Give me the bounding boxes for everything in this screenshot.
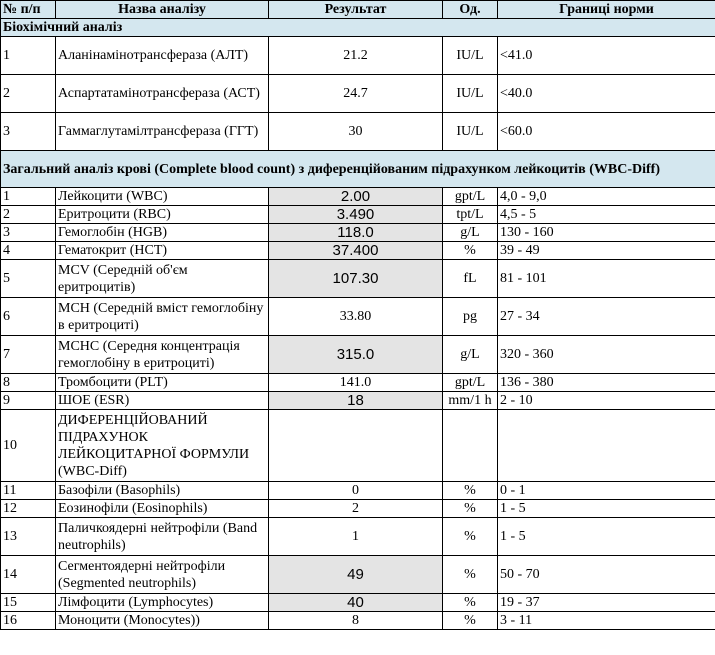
reference-range: <41.0 [498, 37, 715, 75]
test-unit: % [443, 556, 498, 594]
test-unit: gpt/L [443, 374, 498, 392]
table-row [1, 392, 715, 410]
reference-range: <40.0 [498, 75, 715, 113]
row-number: 11 [1, 482, 56, 500]
test-unit: gpt/L [443, 188, 498, 206]
test-result: 30 [269, 113, 443, 151]
test-name: ШОЕ (ESR) [56, 392, 269, 410]
test-result: 1 [269, 518, 443, 556]
reference-range [498, 410, 715, 482]
row-number: 2 [1, 75, 56, 113]
test-name: Моноцити (Monocytes)) [56, 612, 269, 630]
reference-range: 27 - 34 [498, 298, 715, 336]
table-row [1, 224, 715, 242]
header-result: Результат [269, 1, 443, 19]
reference-range: 0 - 1 [498, 482, 715, 500]
test-unit: fL [443, 260, 498, 298]
test-result: 21.2 [269, 37, 443, 75]
row-number: 3 [1, 224, 56, 242]
section-title: Загальний аналіз крові (Complete blood count) з диференційованим підрахунком лейкоцитів (WBC-Diff) [1, 151, 715, 188]
test-unit: g/L [443, 336, 498, 374]
table-row [1, 75, 715, 113]
table-row [1, 594, 715, 612]
test-unit: % [443, 500, 498, 518]
test-unit: IU/L [443, 113, 498, 151]
reference-range: 130 - 160 [498, 224, 715, 242]
table-row [1, 518, 715, 556]
table-row [1, 113, 715, 151]
reference-range: 1 - 5 [498, 518, 715, 556]
row-number: 12 [1, 500, 56, 518]
test-result: 118.0 [269, 224, 443, 242]
test-result [269, 410, 443, 482]
row-number: 10 [1, 410, 56, 482]
header-reference-range: Границі норми [498, 1, 715, 19]
test-result: 49 [269, 556, 443, 594]
test-name: Аспартатамінотрансфераза (АСТ) [56, 75, 269, 113]
test-result: 0 [269, 482, 443, 500]
table-row [1, 336, 715, 374]
table-row [1, 374, 715, 392]
row-number: 5 [1, 260, 56, 298]
reference-range: 81 - 101 [498, 260, 715, 298]
test-unit: % [443, 594, 498, 612]
row-number: 4 [1, 242, 56, 260]
table-row [1, 188, 715, 206]
test-name: Гаммаглутамілтрансфераза (ГГТ) [56, 113, 269, 151]
row-number: 8 [1, 374, 56, 392]
reference-range: 4,5 - 5 [498, 206, 715, 224]
row-number: 15 [1, 594, 56, 612]
test-result: 2 [269, 500, 443, 518]
reference-range: 136 - 380 [498, 374, 715, 392]
test-unit [443, 410, 498, 482]
reference-range: <60.0 [498, 113, 715, 151]
test-result: 141.0 [269, 374, 443, 392]
test-name: Паличкоядерні нейтрофіли (Band neutrophils) [56, 518, 269, 556]
test-result: 24.7 [269, 75, 443, 113]
test-result: 315.0 [269, 336, 443, 374]
table-row [1, 298, 715, 336]
table-row [1, 37, 715, 75]
test-name: Гематокрит (HCT) [56, 242, 269, 260]
table-row [1, 206, 715, 224]
test-name: Аланінамінотрансфераза (АЛТ) [56, 37, 269, 75]
test-result: 3.490 [269, 206, 443, 224]
section-header-biochemistry [1, 19, 715, 37]
test-result: 33.80 [269, 298, 443, 336]
test-unit: % [443, 518, 498, 556]
table-row [1, 242, 715, 260]
row-number: 16 [1, 612, 56, 630]
row-number: 14 [1, 556, 56, 594]
test-name: Гемоглобін (HGB) [56, 224, 269, 242]
header-test-name: Назва аналізу [56, 1, 269, 19]
reference-range: 39 - 49 [498, 242, 715, 260]
test-result: 8 [269, 612, 443, 630]
header-number: № п/п [1, 1, 56, 19]
test-unit: % [443, 242, 498, 260]
reference-range: 50 - 70 [498, 556, 715, 594]
test-name: Лімфоцити (Lymphocytes) [56, 594, 269, 612]
table-header-row [1, 1, 715, 19]
test-unit: pg [443, 298, 498, 336]
reference-range: 3 - 11 [498, 612, 715, 630]
row-number: 3 [1, 113, 56, 151]
row-number: 1 [1, 37, 56, 75]
table-row [1, 500, 715, 518]
section-title: Біохімічний аналіз [1, 19, 715, 37]
section-header-complete-blood-count [1, 151, 715, 188]
test-result: 40 [269, 594, 443, 612]
test-unit: g/L [443, 224, 498, 242]
test-unit: IU/L [443, 75, 498, 113]
table-row [1, 482, 715, 500]
table-row [1, 260, 715, 298]
test-name: ДИФЕРЕНЦІЙОВАНИЙ ПІДРАХУНОК ЛЕЙКОЦИТАРНОЇ ФОРМУЛИ (WBC-Diff) [56, 410, 269, 482]
test-name: MCH (Середній вміст гемоглобіну в еритроциті) [56, 298, 269, 336]
test-name: Базофіли (Basophils) [56, 482, 269, 500]
table-row [1, 612, 715, 630]
test-name: Еритроцити (RBC) [56, 206, 269, 224]
row-number: 1 [1, 188, 56, 206]
test-name: MCHC (Середня концентрація гемоглобіну в еритроциті) [56, 336, 269, 374]
test-result: 2.00 [269, 188, 443, 206]
reference-range: 2 - 10 [498, 392, 715, 410]
row-number: 2 [1, 206, 56, 224]
test-name: Сегментоядерні нейтрофіли (Segmented neutrophils) [56, 556, 269, 594]
table-row [1, 556, 715, 594]
row-number: 7 [1, 336, 56, 374]
header-unit: Од. [443, 1, 498, 19]
test-result: 107.30 [269, 260, 443, 298]
test-unit: tpt/L [443, 206, 498, 224]
table-row [1, 410, 715, 482]
reference-range: 19 - 37 [498, 594, 715, 612]
test-unit: mm/1 h [443, 392, 498, 410]
reference-range: 4,0 - 9,0 [498, 188, 715, 206]
test-unit: % [443, 482, 498, 500]
test-name: Еозинофіли (Eosinophils) [56, 500, 269, 518]
test-result: 18 [269, 392, 443, 410]
test-unit: % [443, 612, 498, 630]
row-number: 13 [1, 518, 56, 556]
test-unit: IU/L [443, 37, 498, 75]
reference-range: 1 - 5 [498, 500, 715, 518]
row-number: 9 [1, 392, 56, 410]
test-name: MCV (Середній об'єм еритроцитів) [56, 260, 269, 298]
test-result: 37.400 [269, 242, 443, 260]
test-name: Тромбоцити (PLT) [56, 374, 269, 392]
reference-range: 320 - 360 [498, 336, 715, 374]
row-number: 6 [1, 298, 56, 336]
test-name: Лейкоцити (WBC) [56, 188, 269, 206]
